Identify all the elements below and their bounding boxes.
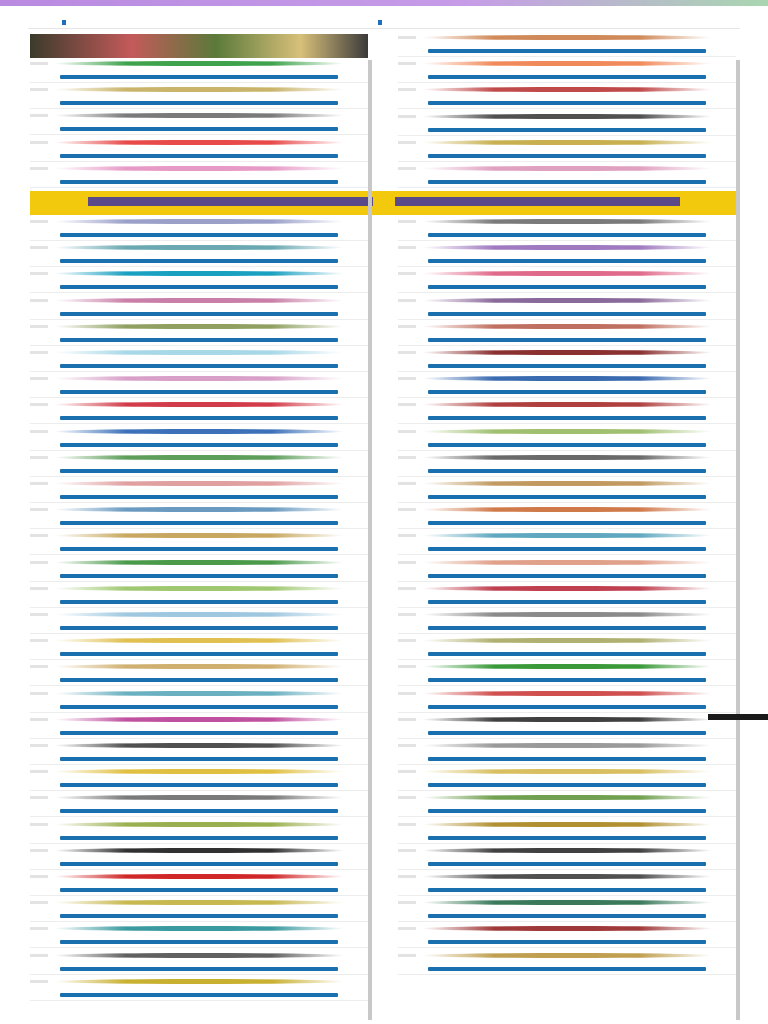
card-thumbnail[interactable] — [398, 927, 416, 930]
card-title[interactable] — [46, 145, 352, 152]
card-title[interactable] — [414, 355, 720, 362]
card-title[interactable] — [414, 879, 720, 886]
card-link-bar[interactable] — [428, 416, 706, 420]
card-title[interactable] — [46, 984, 352, 991]
card-thumbnail[interactable] — [398, 88, 416, 91]
card-thumbnail[interactable] — [398, 770, 416, 773]
article-card[interactable] — [398, 661, 736, 686]
ad-left-box[interactable] — [88, 197, 373, 206]
article-card[interactable] — [30, 766, 368, 791]
card-link-bar[interactable] — [60, 783, 338, 787]
card-thumbnail[interactable] — [398, 954, 416, 957]
article-card[interactable] — [30, 635, 368, 660]
article-card[interactable] — [30, 295, 368, 320]
card-thumbnail[interactable] — [30, 849, 48, 852]
article-card[interactable] — [398, 819, 736, 844]
card-link-bar[interactable] — [60, 180, 338, 184]
card-title[interactable] — [46, 669, 352, 676]
card-link-bar[interactable] — [428, 600, 706, 604]
card-title[interactable] — [414, 460, 720, 467]
article-card[interactable] — [398, 792, 736, 817]
card-title[interactable] — [414, 512, 720, 519]
article-card[interactable] — [30, 426, 368, 451]
article-card[interactable] — [398, 530, 736, 555]
article-card[interactable] — [30, 976, 368, 1001]
article-card[interactable] — [30, 242, 368, 267]
card-link-bar[interactable] — [60, 731, 338, 735]
right-nav-marker[interactable] — [378, 20, 382, 25]
card-link-bar[interactable] — [60, 888, 338, 892]
card-title[interactable] — [414, 696, 720, 703]
card-link-bar[interactable] — [428, 154, 706, 158]
article-card[interactable] — [30, 347, 368, 372]
card-title[interactable] — [46, 879, 352, 886]
article-card[interactable] — [30, 373, 368, 398]
card-title[interactable] — [414, 329, 720, 336]
card-title[interactable] — [46, 827, 352, 834]
card-title[interactable] — [46, 748, 352, 755]
left-nav-marker[interactable] — [62, 20, 66, 25]
article-card[interactable] — [398, 84, 736, 109]
side-tab[interactable] — [708, 714, 768, 720]
card-link-bar[interactable] — [60, 312, 338, 316]
card-link-bar[interactable] — [60, 678, 338, 682]
article-card[interactable] — [398, 635, 736, 660]
card-title[interactable] — [46, 276, 352, 283]
article-card[interactable] — [30, 845, 368, 870]
card-title[interactable] — [414, 643, 720, 650]
article-card[interactable] — [398, 871, 736, 896]
card-thumbnail[interactable] — [30, 351, 48, 354]
card-link-bar[interactable] — [60, 862, 338, 866]
card-link-bar[interactable] — [60, 233, 338, 237]
card-title[interactable] — [414, 669, 720, 676]
card-link-bar[interactable] — [428, 888, 706, 892]
card-thumbnail[interactable] — [398, 665, 416, 668]
article-card[interactable] — [398, 688, 736, 713]
card-link-bar[interactable] — [60, 154, 338, 158]
card-title[interactable] — [46, 329, 352, 336]
card-title[interactable] — [46, 171, 352, 178]
card-title[interactable] — [414, 66, 720, 73]
card-link-bar[interactable] — [428, 940, 706, 944]
card-title[interactable] — [414, 722, 720, 729]
article-card[interactable] — [398, 321, 736, 346]
card-thumbnail[interactable] — [398, 718, 416, 721]
card-title[interactable] — [46, 696, 352, 703]
article-card[interactable] — [398, 714, 736, 739]
card-link-bar[interactable] — [428, 233, 706, 237]
article-card[interactable] — [398, 399, 736, 424]
card-thumbnail[interactable] — [30, 770, 48, 773]
article-card[interactable] — [398, 609, 736, 634]
card-link-bar[interactable] — [428, 259, 706, 263]
article-card[interactable] — [30, 923, 368, 948]
card-title[interactable] — [46, 486, 352, 493]
card-link-bar[interactable] — [428, 101, 706, 105]
card-thumbnail[interactable] — [30, 220, 48, 223]
card-link-bar[interactable] — [60, 416, 338, 420]
card-thumbnail[interactable] — [30, 299, 48, 302]
card-link-bar[interactable] — [60, 547, 338, 551]
card-thumbnail[interactable] — [398, 62, 416, 65]
card-title[interactable] — [414, 958, 720, 965]
card-link-bar[interactable] — [60, 574, 338, 578]
card-title[interactable] — [414, 171, 720, 178]
card-title[interactable] — [414, 224, 720, 231]
card-link-bar[interactable] — [428, 180, 706, 184]
article-card[interactable] — [398, 426, 736, 451]
card-title[interactable] — [414, 748, 720, 755]
card-title[interactable] — [46, 565, 352, 572]
article-card[interactable] — [398, 504, 736, 529]
card-thumbnail[interactable] — [398, 272, 416, 275]
article-card[interactable] — [30, 84, 368, 109]
card-title[interactable] — [414, 407, 720, 414]
card-thumbnail[interactable] — [30, 456, 48, 459]
card-title[interactable] — [46, 303, 352, 310]
article-card[interactable] — [30, 688, 368, 713]
article-card[interactable] — [30, 137, 368, 162]
card-title[interactable] — [414, 800, 720, 807]
card-thumbnail[interactable] — [30, 744, 48, 747]
card-title[interactable] — [46, 722, 352, 729]
article-card[interactable] — [398, 766, 736, 791]
card-title[interactable] — [414, 434, 720, 441]
card-title[interactable] — [414, 827, 720, 834]
card-thumbnail[interactable] — [398, 508, 416, 511]
card-link-bar[interactable] — [60, 127, 338, 131]
card-thumbnail[interactable] — [30, 561, 48, 564]
card-title[interactable] — [414, 565, 720, 572]
card-title[interactable] — [46, 92, 352, 99]
card-link-bar[interactable] — [60, 652, 338, 656]
card-title[interactable] — [414, 591, 720, 598]
article-card[interactable] — [398, 478, 736, 503]
page-title — [28, 8, 740, 18]
card-thumbnail[interactable] — [398, 561, 416, 564]
card-link-bar[interactable] — [428, 862, 706, 866]
card-title[interactable] — [46, 118, 352, 125]
card-title[interactable] — [46, 512, 352, 519]
card-thumbnail[interactable] — [398, 246, 416, 249]
card-thumbnail[interactable] — [30, 246, 48, 249]
card-thumbnail[interactable] — [398, 351, 416, 354]
card-thumbnail[interactable] — [398, 36, 416, 39]
card-link-bar[interactable] — [60, 259, 338, 263]
card-title[interactable] — [414, 774, 720, 781]
card-thumbnail[interactable] — [398, 482, 416, 485]
card-thumbnail[interactable] — [398, 875, 416, 878]
card-title[interactable] — [414, 276, 720, 283]
card-link-bar[interactable] — [60, 101, 338, 105]
article-card[interactable] — [398, 58, 736, 83]
card-link-bar[interactable] — [428, 443, 706, 447]
article-card[interactable] — [30, 530, 368, 555]
card-title[interactable] — [46, 800, 352, 807]
article-card[interactable] — [30, 452, 368, 477]
article-card[interactable] — [30, 399, 368, 424]
article-card[interactable] — [398, 268, 736, 293]
ad-banner[interactable] — [30, 191, 738, 215]
card-title[interactable] — [46, 460, 352, 467]
card-thumbnail[interactable] — [30, 272, 48, 275]
card-link-bar[interactable] — [60, 600, 338, 604]
card-thumbnail[interactable] — [398, 220, 416, 223]
card-title[interactable] — [46, 643, 352, 650]
hero-image[interactable] — [30, 34, 368, 58]
article-card[interactable] — [30, 819, 368, 844]
article-card[interactable] — [30, 871, 368, 896]
card-link-bar[interactable] — [428, 285, 706, 289]
article-card[interactable] — [398, 373, 736, 398]
card-thumbnail[interactable] — [30, 665, 48, 668]
card-link-bar[interactable] — [428, 390, 706, 394]
article-card[interactable] — [30, 268, 368, 293]
card-link-bar[interactable] — [60, 495, 338, 499]
card-link-bar[interactable] — [60, 285, 338, 289]
article-card[interactable] — [30, 661, 368, 686]
right-scrollbar[interactable] — [736, 60, 740, 1020]
card-thumbnail[interactable] — [398, 430, 416, 433]
card-link-bar[interactable] — [60, 338, 338, 342]
article-card[interactable] — [30, 478, 368, 503]
card-title[interactable] — [46, 931, 352, 938]
card-link-bar[interactable] — [60, 705, 338, 709]
article-card[interactable] — [30, 557, 368, 582]
card-thumbnail[interactable] — [30, 377, 48, 380]
article-card[interactable] — [398, 897, 736, 922]
card-thumbnail[interactable] — [398, 901, 416, 904]
card-thumbnail[interactable] — [30, 534, 48, 537]
card-link-bar[interactable] — [60, 75, 338, 79]
card-link-bar[interactable] — [428, 469, 706, 473]
left-scrollbar[interactable] — [368, 60, 372, 1020]
article-card[interactable] — [398, 452, 736, 477]
card-thumbnail[interactable] — [398, 613, 416, 616]
card-link-bar[interactable] — [60, 443, 338, 447]
card-thumbnail[interactable] — [30, 587, 48, 590]
article-card[interactable] — [398, 583, 736, 608]
card-title[interactable] — [414, 303, 720, 310]
card-link-bar[interactable] — [60, 836, 338, 840]
card-link-bar[interactable] — [60, 521, 338, 525]
card-title[interactable] — [414, 250, 720, 257]
card-thumbnail[interactable] — [30, 325, 48, 328]
card-title[interactable] — [46, 355, 352, 362]
card-link-bar[interactable] — [428, 678, 706, 682]
article-card[interactable] — [398, 347, 736, 372]
card-title[interactable] — [414, 381, 720, 388]
card-title[interactable] — [414, 931, 720, 938]
card-thumbnail[interactable] — [398, 849, 416, 852]
card-thumbnail[interactable] — [398, 823, 416, 826]
card-link-bar[interactable] — [428, 783, 706, 787]
card-title[interactable] — [414, 40, 720, 47]
card-title[interactable] — [414, 853, 720, 860]
card-thumbnail[interactable] — [30, 88, 48, 91]
article-card[interactable] — [398, 137, 736, 162]
card-thumbnail[interactable] — [398, 141, 416, 144]
card-thumbnail[interactable] — [30, 114, 48, 117]
card-link-bar[interactable] — [60, 364, 338, 368]
card-thumbnail[interactable] — [398, 325, 416, 328]
card-link-bar[interactable] — [428, 652, 706, 656]
card-link-bar[interactable] — [60, 469, 338, 473]
card-thumbnail[interactable] — [30, 796, 48, 799]
article-card[interactable] — [398, 295, 736, 320]
card-thumbnail[interactable] — [30, 901, 48, 904]
card-thumbnail[interactable] — [398, 796, 416, 799]
article-card[interactable] — [398, 557, 736, 582]
card-title[interactable] — [46, 774, 352, 781]
card-link-bar[interactable] — [60, 940, 338, 944]
card-link-bar[interactable] — [428, 521, 706, 525]
ad-right-box[interactable] — [395, 197, 680, 206]
card-title[interactable] — [414, 145, 720, 152]
card-title[interactable] — [414, 617, 720, 624]
card-link-bar[interactable] — [428, 49, 706, 53]
card-thumbnail[interactable] — [30, 403, 48, 406]
card-thumbnail[interactable] — [30, 718, 48, 721]
card-thumbnail[interactable] — [30, 954, 48, 957]
card-thumbnail[interactable] — [398, 377, 416, 380]
card-link-bar[interactable] — [428, 705, 706, 709]
page-subtitle — [28, 19, 740, 25]
article-card[interactable] — [30, 504, 368, 529]
card-thumbnail[interactable] — [30, 875, 48, 878]
card-thumbnail[interactable] — [30, 508, 48, 511]
article-card[interactable] — [30, 583, 368, 608]
article-card[interactable] — [398, 32, 736, 57]
card-title[interactable] — [46, 66, 352, 73]
card-thumbnail[interactable] — [398, 403, 416, 406]
card-link-bar[interactable] — [60, 967, 338, 971]
card-thumbnail[interactable] — [30, 62, 48, 65]
card-link-bar[interactable] — [428, 75, 706, 79]
article-card[interactable] — [30, 216, 368, 241]
card-link-bar[interactable] — [428, 836, 706, 840]
card-title[interactable] — [414, 119, 720, 126]
article-card[interactable] — [398, 845, 736, 870]
article-card[interactable] — [30, 897, 368, 922]
card-thumbnail[interactable] — [398, 639, 416, 642]
card-thumbnail[interactable] — [398, 587, 416, 590]
card-link-bar[interactable] — [60, 390, 338, 394]
card-title[interactable] — [46, 905, 352, 912]
article-card[interactable] — [398, 111, 736, 136]
article-card[interactable] — [30, 792, 368, 817]
article-card[interactable] — [398, 242, 736, 267]
card-thumbnail[interactable] — [30, 823, 48, 826]
article-card[interactable] — [398, 216, 736, 241]
card-link-bar[interactable] — [428, 312, 706, 316]
card-thumbnail[interactable] — [398, 456, 416, 459]
card-thumbnail[interactable] — [30, 430, 48, 433]
article-card[interactable] — [398, 950, 736, 975]
article-card[interactable] — [30, 163, 368, 188]
card-thumbnail[interactable] — [30, 167, 48, 170]
card-link-bar[interactable] — [60, 914, 338, 918]
card-link-bar[interactable] — [428, 731, 706, 735]
card-thumbnail[interactable] — [398, 115, 416, 118]
article-card[interactable] — [398, 923, 736, 948]
card-thumbnail[interactable] — [398, 167, 416, 170]
card-title[interactable] — [414, 538, 720, 545]
card-link-bar[interactable] — [428, 128, 706, 132]
card-link-bar[interactable] — [428, 495, 706, 499]
card-link-bar[interactable] — [60, 809, 338, 813]
card-title[interactable] — [414, 905, 720, 912]
card-link-bar[interactable] — [428, 547, 706, 551]
article-card[interactable] — [30, 740, 368, 765]
card-thumbnail[interactable] — [30, 141, 48, 144]
card-link-bar[interactable] — [428, 626, 706, 630]
card-thumbnail[interactable] — [398, 534, 416, 537]
card-thumbnail[interactable] — [30, 482, 48, 485]
card-title[interactable] — [46, 617, 352, 624]
card-title[interactable] — [46, 224, 352, 231]
article-card[interactable] — [30, 58, 368, 83]
card-thumbnail[interactable] — [30, 692, 48, 695]
card-title[interactable] — [46, 434, 352, 441]
card-link-bar[interactable] — [60, 626, 338, 630]
card-link-bar[interactable] — [60, 993, 338, 997]
card-link-bar[interactable] — [428, 574, 706, 578]
card-title[interactable] — [46, 381, 352, 388]
card-link-bar[interactable] — [428, 757, 706, 761]
card-title[interactable] — [46, 853, 352, 860]
card-link-bar[interactable] — [428, 914, 706, 918]
page-header — [28, 6, 740, 29]
card-title[interactable] — [46, 250, 352, 257]
article-card[interactable] — [30, 321, 368, 346]
card-title[interactable] — [46, 407, 352, 414]
card-link-bar[interactable] — [428, 967, 706, 971]
card-link-bar[interactable] — [60, 757, 338, 761]
article-card[interactable] — [398, 740, 736, 765]
card-thumbnail[interactable] — [30, 613, 48, 616]
card-title[interactable] — [46, 591, 352, 598]
article-card[interactable] — [30, 950, 368, 975]
article-card[interactable] — [30, 714, 368, 739]
card-thumbnail[interactable] — [30, 927, 48, 930]
card-thumbnail[interactable] — [398, 299, 416, 302]
article-card[interactable] — [30, 609, 368, 634]
article-card[interactable] — [30, 110, 368, 135]
card-title[interactable] — [414, 92, 720, 99]
card-thumbnail[interactable] — [398, 692, 416, 695]
article-card[interactable] — [398, 163, 736, 188]
card-link-bar[interactable] — [428, 338, 706, 342]
card-title[interactable] — [46, 538, 352, 545]
card-title[interactable] — [414, 486, 720, 493]
card-title[interactable] — [46, 958, 352, 965]
card-thumbnail[interactable] — [30, 980, 48, 983]
card-thumbnail[interactable] — [398, 744, 416, 747]
card-thumbnail[interactable] — [30, 639, 48, 642]
card-link-bar[interactable] — [428, 809, 706, 813]
card-link-bar[interactable] — [428, 364, 706, 368]
